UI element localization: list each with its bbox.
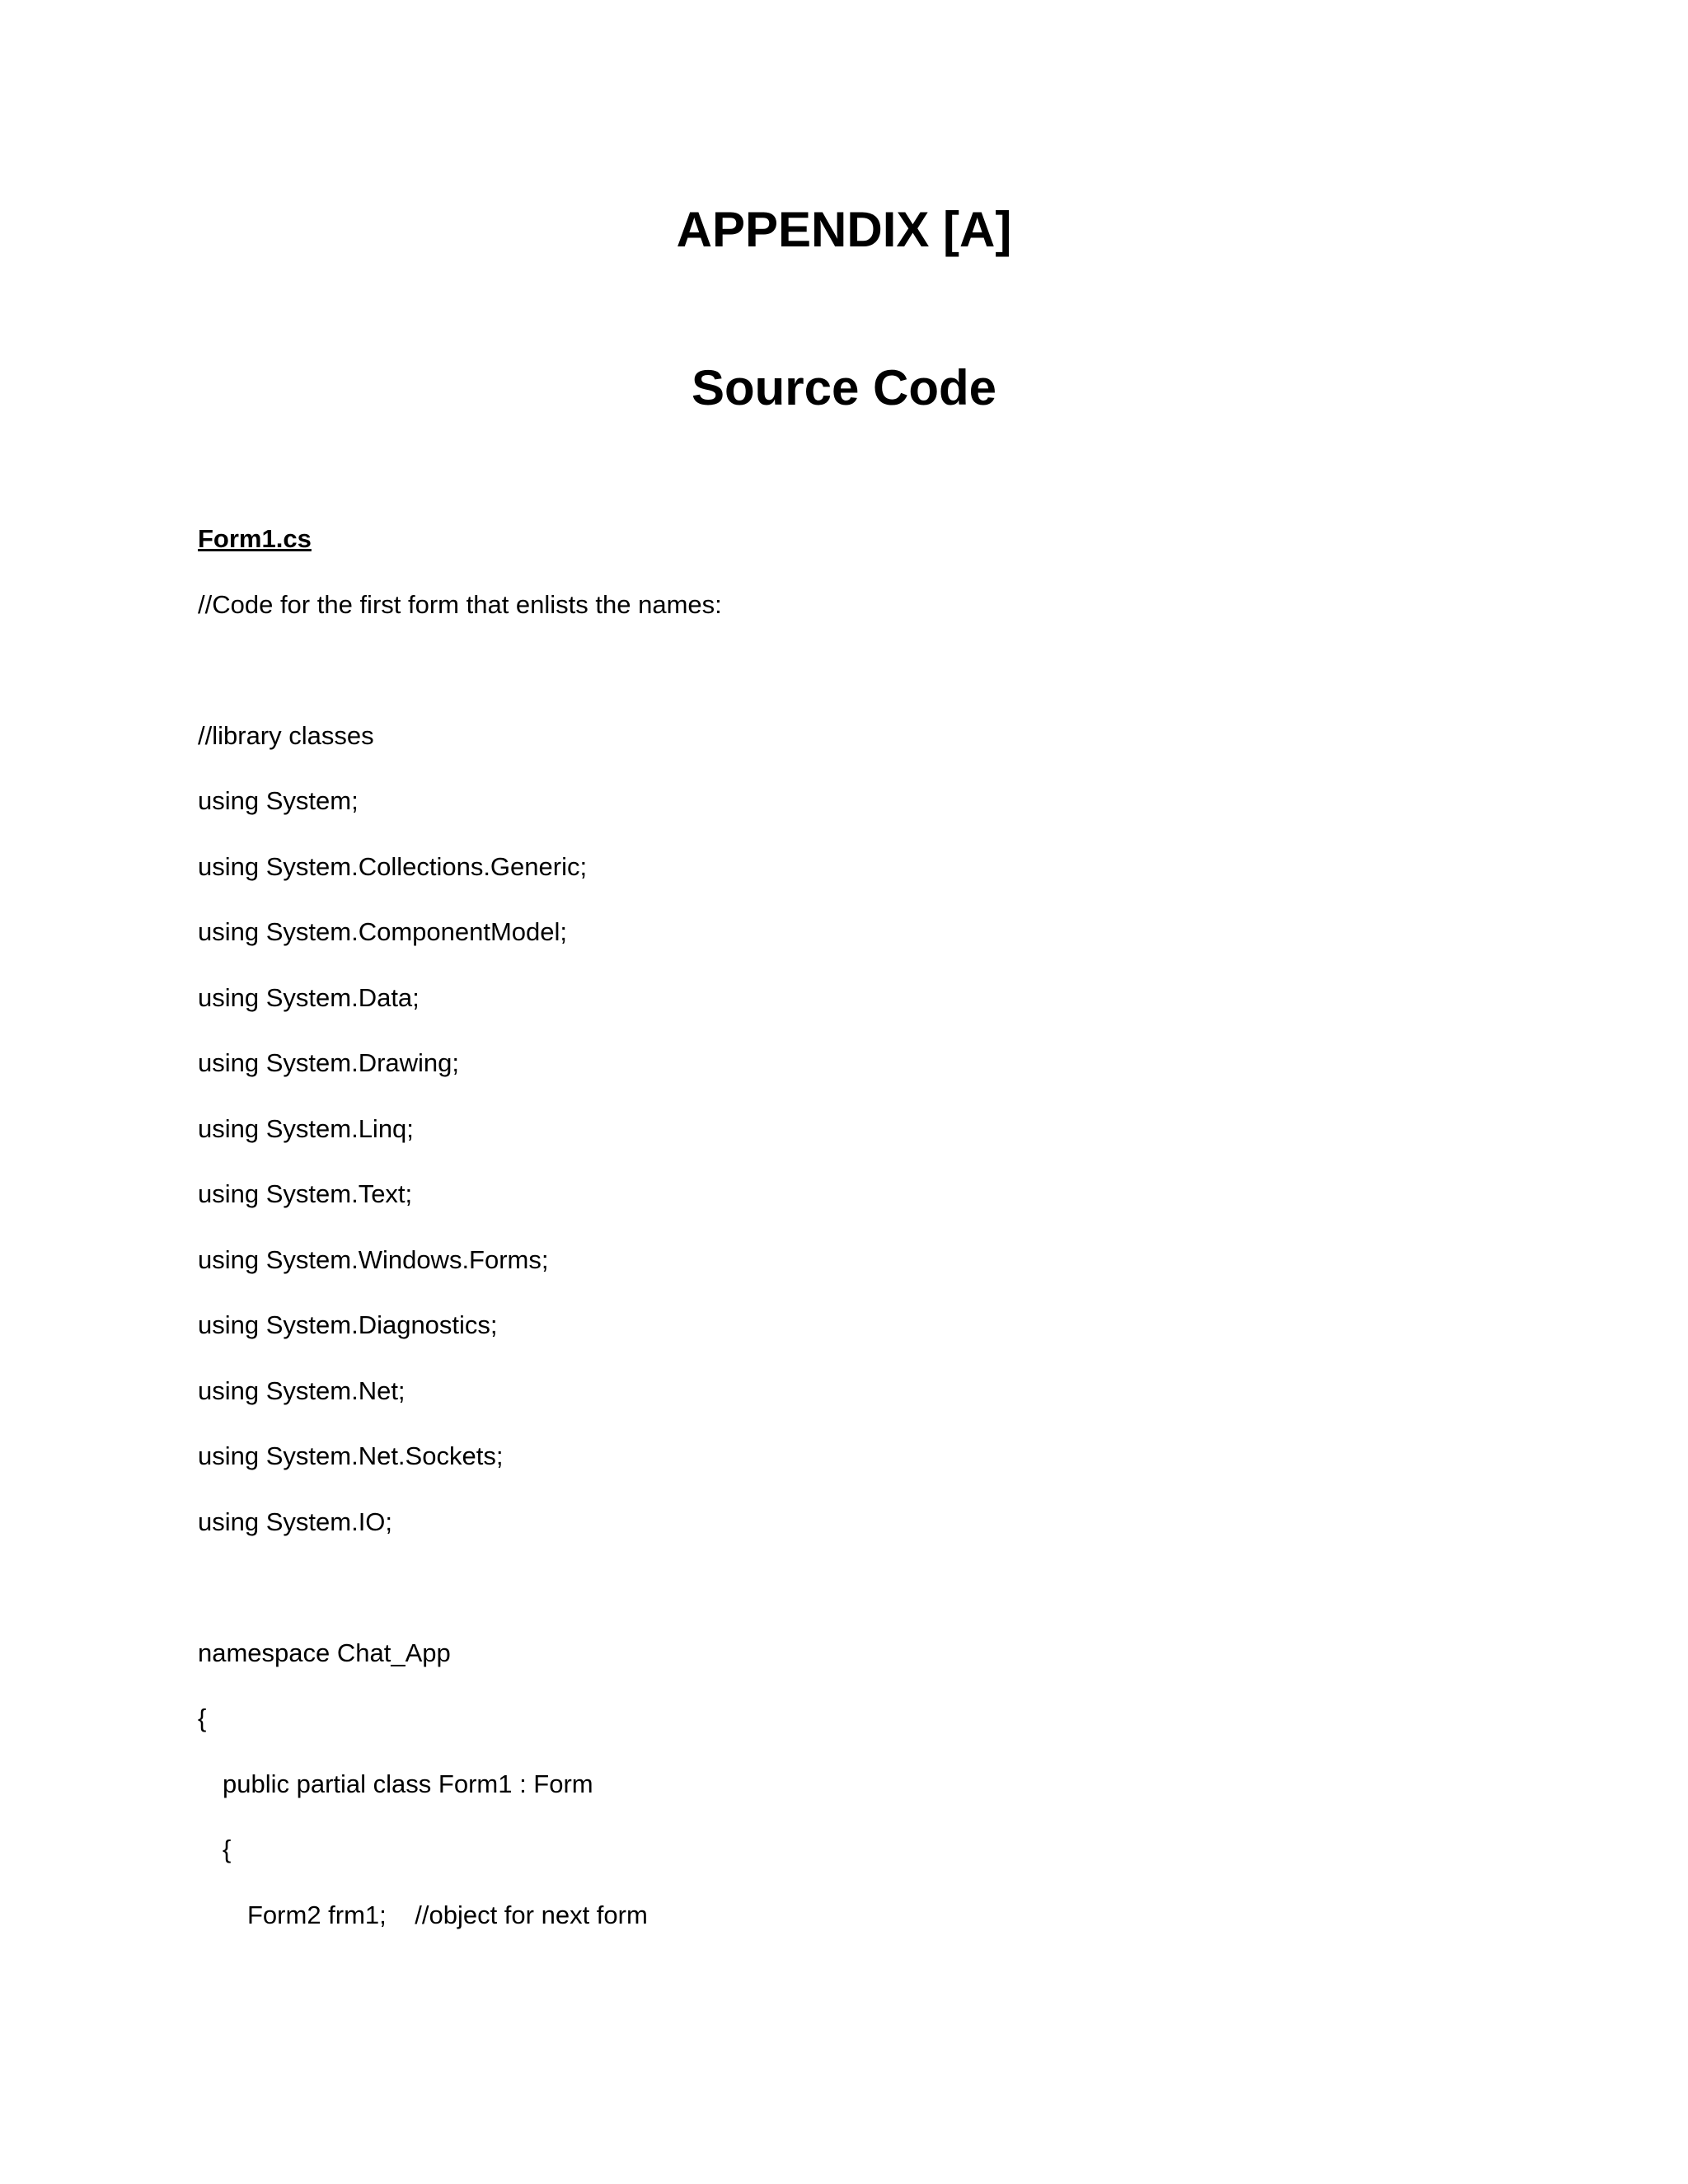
class-declaration-line: public partial class Form1 : Form [223,1769,593,1798]
intro-comment: //Code for the first form that enlists the names: [198,589,722,619]
using-line: using System.Text; [198,1179,413,1208]
open-brace-line: { [223,1835,232,1863]
blank-line [198,1554,1517,1620]
page-subtitle: Source Code [691,360,997,415]
using-line: using System.Data; [198,982,420,1012]
page-title: APPENDIX [A] [676,202,1012,257]
using-line: using System.Net.Sockets; [198,1441,504,1470]
using-line: using System; [198,786,359,815]
using-line: using System.IO; [198,1507,393,1536]
open-brace-line: { [198,1704,207,1732]
library-comment: //library classes [198,720,374,750]
using-line: using System.Drawing; [198,1048,460,1077]
using-line: using System.Diagnostics; [198,1310,498,1339]
namespace-line: namespace Chat_App [198,1638,451,1667]
using-line: using System.Linq; [198,1113,414,1143]
blank-line [198,637,1517,703]
using-line: using System.Collections.Generic; [198,851,588,881]
using-line: using System.Windows.Forms; [198,1244,549,1274]
source-code-listing [198,506,1517,1947]
file-name-heading: Form1.cs [198,524,312,553]
using-line: using System.ComponentModel; [198,917,568,946]
field-declaration-line: Form2 frm1; //object for next form [247,1900,648,1929]
using-line: using System.Net; [198,1376,406,1405]
